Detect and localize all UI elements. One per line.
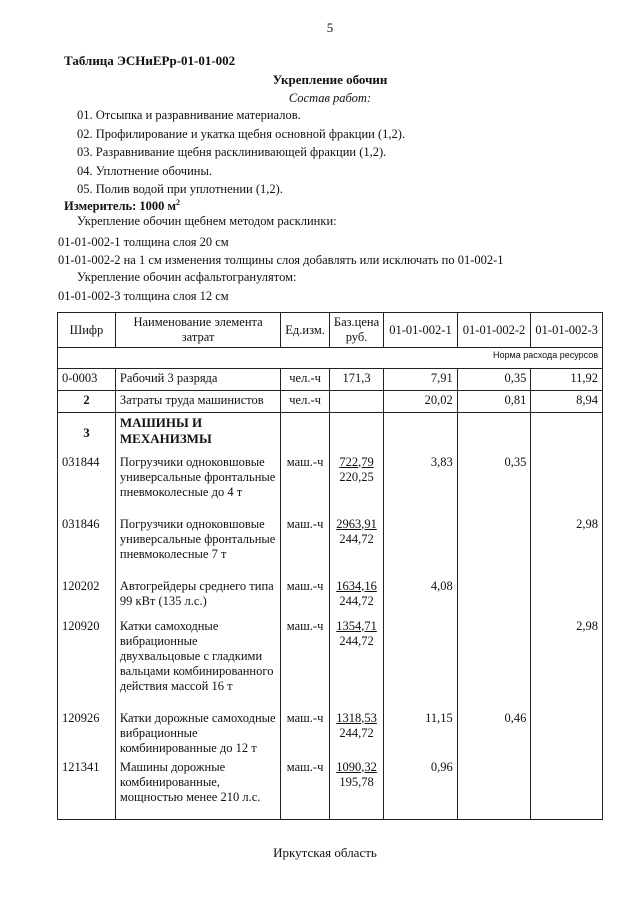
cell-v1 — [384, 413, 458, 453]
table-row — [58, 515, 603, 577]
cell-v1: 0,96 — [384, 758, 458, 820]
cell-code: 121341 — [58, 758, 116, 820]
cell-price — [329, 413, 383, 453]
cell-v2: 0,35 — [457, 369, 531, 391]
table-row — [58, 369, 603, 391]
price-sub: 244,72 — [339, 531, 374, 546]
table-row — [58, 413, 603, 453]
norm-label: Норма расхода ресурсов — [58, 348, 603, 369]
operation-item: 02. Профилирование и укатка щебня основной фракции (1,2). — [77, 126, 406, 141]
table-row — [58, 453, 603, 515]
cell-code: 120926 — [58, 709, 116, 758]
price-sub: 244,72 — [339, 725, 374, 740]
cell-v2 — [457, 617, 531, 709]
cell-code: 031846 — [58, 515, 116, 577]
cell-name: Рабочий 3 разряда — [115, 369, 280, 391]
norm-line: 01-01-002-3 толщина слоя 12 см — [58, 289, 229, 303]
operation-item: 03. Разравнивание щебня расклинивающей фракции (1,2). — [77, 145, 387, 159]
cell-v1: 3,83 — [384, 453, 458, 515]
cell-price: 171,3 — [329, 369, 383, 391]
table-row — [58, 577, 603, 617]
table-row — [58, 391, 603, 413]
cell-name: Машины дорожные комбинированные, мощностью менее 210 л.с. — [115, 758, 280, 820]
cell-v2 — [457, 515, 531, 577]
table-title: Таблица ЭСНиЕРр-01-01-002 — [64, 53, 236, 68]
price-sub: 244,72 — [339, 593, 374, 608]
cell-code: 3 — [58, 413, 116, 453]
price-sub: 220,25 — [339, 469, 374, 484]
cell-v3 — [531, 453, 603, 515]
cell-v3: 11,92 — [531, 369, 603, 391]
cell-unit: маш.-ч — [281, 617, 330, 709]
cell-v2: 0,46 — [457, 709, 531, 758]
price-sub: 244,72 — [339, 633, 374, 648]
cell-unit: маш.-ч — [281, 577, 330, 617]
resource-table — [57, 312, 603, 820]
cell-v1: 20,02 — [384, 391, 458, 413]
price-main: 2963,91 — [336, 516, 377, 531]
cell-code: 2 — [58, 391, 116, 413]
cell-code: 120202 — [58, 577, 116, 617]
cell-v1: 4,08 — [384, 577, 458, 617]
cell-v3 — [531, 709, 603, 758]
cell-name: Погрузчики одноковшовые универсальные фронтальные пневмоколесные 7 т — [115, 515, 280, 577]
cell-v1: 11,15 — [384, 709, 458, 758]
cell-v1 — [384, 617, 458, 709]
measure-label: Измеритель: 1000 м — [64, 199, 177, 214]
cell-v3 — [531, 758, 603, 820]
cell-v2 — [457, 577, 531, 617]
norm-row — [58, 348, 603, 369]
cell-unit: чел.-ч — [281, 369, 330, 391]
page-footer: Иркутская область — [273, 845, 377, 860]
cell-code: 120920 — [58, 617, 116, 709]
cell-v2: 0,81 — [457, 391, 531, 413]
cell-price — [329, 709, 383, 758]
operation-item: 05. Полив водой при уплотнении (1,2). — [77, 182, 283, 196]
cell-v2 — [457, 758, 531, 820]
norm-line: 01-01-002-1 толщина слоя 20 см — [58, 235, 229, 249]
table-header-row — [58, 313, 603, 348]
price-main: 1634,16 — [336, 578, 377, 593]
cell-unit: маш.-ч — [281, 515, 330, 577]
cell-v2: 0,35 — [457, 453, 531, 515]
table-row — [58, 758, 603, 820]
cell-v1 — [384, 515, 458, 577]
cell-price — [329, 453, 383, 515]
cell-code: 0-0003 — [58, 369, 116, 391]
cell-price — [329, 617, 383, 709]
header-cell: Баз.цена руб. — [329, 313, 383, 348]
cell-name: Катки самоходные вибрационные двухвальцовые с гладкими вальцами комбинированного действия массой 16 т — [115, 617, 280, 709]
cell-price — [329, 758, 383, 820]
cell-v3: 2,98 — [531, 617, 603, 709]
cell-unit: маш.-ч — [281, 709, 330, 758]
method-text: Укрепление обочин асфальтогранулятом: — [77, 270, 297, 284]
header-cell: Ед.изм. — [281, 313, 330, 348]
operations-list — [77, 106, 405, 199]
method-text: Укрепление обочин щебнем методом расклинки: — [77, 214, 337, 228]
page-number: 5 — [326, 20, 334, 35]
price-main: 1354,71 — [336, 618, 377, 633]
measure-unit — [64, 198, 180, 214]
cell-v2 — [457, 413, 531, 453]
cell-unit: маш.-ч — [281, 453, 330, 515]
norm-line: 01-01-002-2 на 1 см изменения толщины слоя добавлять или исключать по 01-002-1 — [58, 253, 504, 267]
table-row — [58, 709, 603, 758]
cell-v1: 7,91 — [384, 369, 458, 391]
cell-v3 — [531, 577, 603, 617]
cell-v3: 2,98 — [531, 515, 603, 577]
section-title: Укрепление обочин — [272, 72, 388, 87]
header-cell: 01-01-002-3 — [531, 313, 603, 348]
cell-v3: 8,94 — [531, 391, 603, 413]
header-cell: 01-01-002-2 — [457, 313, 531, 348]
price-main: 722,79 — [339, 454, 374, 469]
composition-label: Состав работ: — [288, 91, 372, 105]
cell-name: Затраты труда машинистов — [115, 391, 280, 413]
cell-unit: маш.-ч — [281, 758, 330, 820]
header-cell: Наименование элемента затрат — [115, 313, 280, 348]
price-main: 1090,32 — [336, 759, 377, 774]
measure-sup: 2 — [176, 198, 181, 207]
cell-price — [329, 391, 383, 413]
cell-name: МАШИНЫ И МЕХАНИЗМЫ — [115, 413, 280, 453]
operation-item: 04. Уплотнение обочины. — [77, 163, 212, 178]
cell-code: 031844 — [58, 453, 116, 515]
cell-v3 — [531, 413, 603, 453]
table-row — [58, 617, 603, 709]
cell-name: Катки дорожные самоходные вибрационные комбинированные до 12 т — [115, 709, 280, 758]
price-sub: 195,78 — [339, 774, 374, 789]
price-main: 1318,53 — [336, 710, 377, 725]
header-cell: 01-01-002-1 — [384, 313, 458, 348]
cell-name: Автогрейдеры среднего типа 99 кВт (135 л.с.) — [115, 577, 280, 617]
cell-price — [329, 515, 383, 577]
cell-price — [329, 577, 383, 617]
cell-name: Погрузчики одноковшовые универсальные фронтальные пневмоколесные до 4 т — [115, 453, 280, 515]
cell-unit — [281, 413, 330, 453]
operation-item: 01. Отсыпка и разравнивание материалов. — [77, 108, 301, 122]
cell-unit: чел.-ч — [281, 391, 330, 413]
header-cell: Шифр — [58, 313, 116, 348]
